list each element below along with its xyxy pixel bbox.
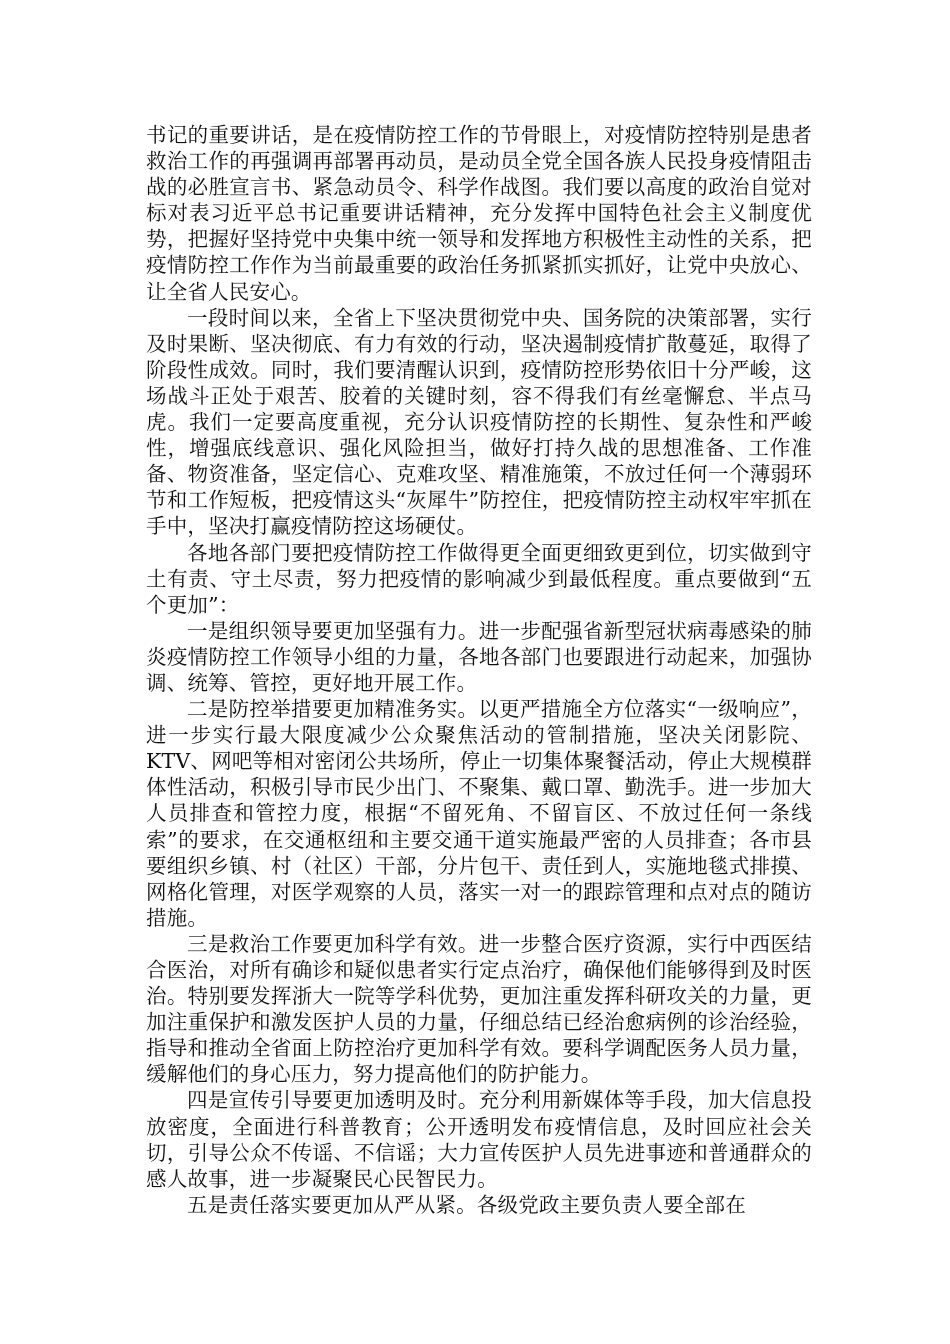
paragraph: 三是救治工作要更加科学有效。进一步整合医疗资源，实行中西医结合医治，对所有确诊和疑似患者实行定点治疗，确保他们能够得到及时医治。特别要发挥浙大一院等学科优势，更加注重发挥科研攻关的力量，更加注重保护和激发医护人员的力量，仔细总结已经治愈病例的诊治经验，指导和推动全省面上防控治疗更加科学有效。要科学调配医务人员力量，缓解他们的身心压力，努力提高他们的防护能力。: [146, 931, 812, 1087]
paragraph: 一段时间以来，全省上下坚决贯彻党中央、国务院的决策部署，实行及时果断、坚决彻底、有力有效的行动，坚决遏制疫情扩散蔓延，取得了阶段性成效。同时，我们要清醒认识到，疫情防控形势依旧十分严峻，这场战斗正处于艰苦、胶着的关键时刻，容不得我们有丝毫懈怠、半点马虎。我们一定要高度重视，充分认识疫情防控的长期性、复杂性和严峻性，增强底线意识、强化风险担当，做好打持久战的思想准备、工作准备、物资准备，坚定信心、克难攻坚、精准施策，不放过任何一个薄弱环节和工作短板，把疫情这头“灰犀牛”防控住，把疫情防控主动权牢牢抓在手中，坚决打赢疫情防控这场硬仗。: [146, 305, 812, 539]
paragraph: 二是防控举措要更加精准务实。以更严措施全方位落实“一级响应”，进一步实行最大限度减少公众聚焦活动的管制措施，坚决关闭影院、KTV、网吧等相对密闭公共场所，停止一切集体聚餐活动，停止大规模群体性活动，积极引导市民少出门、不聚集、戴口罩、勤洗手。进一步加大人员排查和管控力度，根据“不留死角、不留盲区、不放过任何一条线索”的要求，在交通枢纽和主要交通干道实施最严密的人员排查；各市县要组织乡镇、村（社区）干部，分片包干、责任到人，实施地毯式排摸、网格化管理，对医学观察的人员，落实一对一的跟踪管理和点对点的随访措施。: [146, 697, 812, 930]
paragraph: 四是宣传引导要更加透明及时。充分利用新媒体等手段，加大信息投放密度，全面进行科普教育；公开透明发布疫情信息，及时回应社会关切，引导公众不传谣、不信谣；大力宣传医护人员先进事迹和普通群众的感人故事，进一步凝聚民心民智民力。: [146, 1088, 812, 1191]
paragraph: 五是责任落实要更加从严从紧。各级党政主要负责人要全部在: [187, 1192, 746, 1217]
paragraph: 各地各部门要把疫情防控工作做得更全面更细致更到位，切实做到守土有责、守土尽责，努力把疫情的影响减少到最低程度。重点要做到“五个更加”：: [146, 540, 812, 617]
document-body: [146, 122, 812, 1218]
paragraph: 一是组织领导要更加坚强有力。进一步配强省新型冠状病毒感染的肺炎疫情防控工作领导小组的力量，各地各部门也要跟进行动起来，加强协调、统筹、管控，更好地开展工作。: [146, 618, 812, 695]
paragraph-continued: 书记的重要讲话，是在疫情防控工作的节骨眼上，对疫情防控特别是患者救治工作的再强调再部署再动员，是动员全党全国各族人民投身疫情阻击战的必胜宣言书、紧急动员令、科学作战图。我们要以高度的政治自觉对标对表习近平总书记重要讲话精神，充分发挥中国特色社会主义制度优势，把握好坚持党中央集中统一领导和发挥地方积极性主动性的关系，把疫情防控工作作为当前最重要的政治任务抓紧抓实抓好，让党中央放心、让全省人民安心。: [146, 123, 812, 304]
